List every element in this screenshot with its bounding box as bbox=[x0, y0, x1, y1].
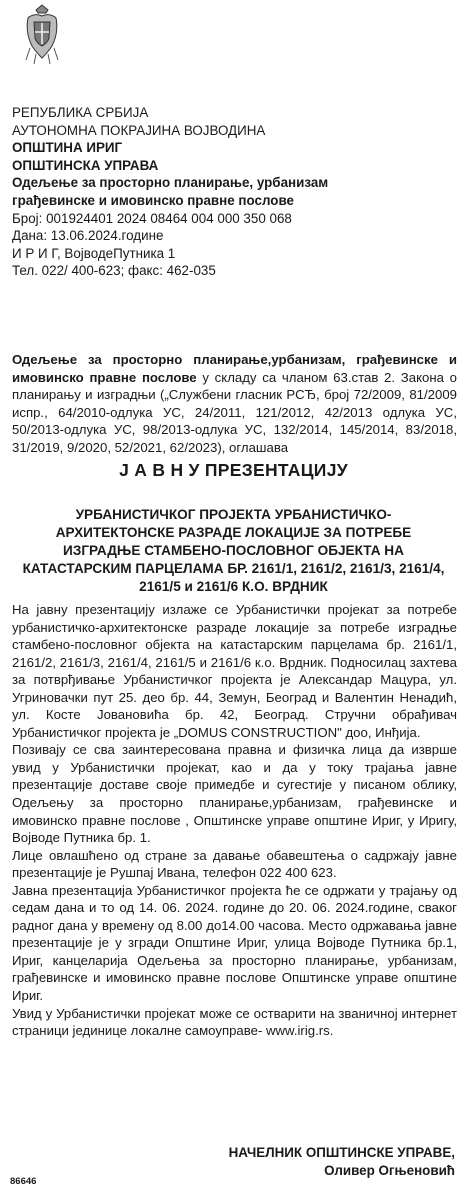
intro-department: Одељење за просторно планирање,урбанизам, грађевинске и имовинско правне послове bbox=[12, 352, 457, 385]
body-paragraph-invitation: Позивају се сва заинтересована правна и физичка лица да изврше увид у Урбанистички пројекат, као и да у току трајања јавне презентације доставе своје примедбе и сугестије у писаном облику, Одељењу за просторно планирање,урбанизам, грађевинске и имовинско правне послове , Општинске управе општине Ириг, у Иригу, Војводе Путника бр. 1. bbox=[12, 742, 457, 846]
ad-code: 86646 bbox=[10, 1176, 37, 1187]
body-paragraph-schedule: Јавна презентација Урбанистичког пројекта ће се одржати у трајању од седам дана и то од 14. 06. 2024. године до 20. 06. 2024.године, сваког радног дана у времену од 8.00 до14.00 часова. Место одржавања јавне презентације је у згради Општине Ириг, улица Војводе Путника бр.1, Ириг, канцеларија Одељења за просторно планирање, урбанизам, грађевинске и имовинско правне послове Општинске управе општине Ириг. bbox=[12, 882, 457, 1004]
body-paragraph-project: На јавну презентацију излаже се Урбанистички пројекат за потребе урбанистичко-архитектонске разраде локације за потребе изградње стамбено-пословног објекта на катастарским парцелама бр. 2161/1, 2161/2, 2161/3, 2161/4, 2161/5 и 2161/6 к.о. Врдник. Подносилац захтева за потврђивање Урбанистичког пројекта је Александар Мацура, ул. Угриновачки пут 25. део бр. 44, Земун, Београд и Валентин Ненадић, ул. Косте Јовановића бр. 42, Београд. Стручни обрађивач Урбанистичког пројекта је „DOMUS CONSTRUCTION" доо, Инђија. bbox=[12, 602, 457, 740]
intro-legal-basis: у складу са чланом 63.став 2. Закона о планирању и изградњи („Службени гласник РСЂ, број 72/2009, 81/2009 испр., 64/2010-одлука УС, 24/2011, 121/2012, 42/2013 одлука УС, 50/2013-одлука УС, 98/2013-одлука УС, 132/2014, 145/2014, 83/2018, 31/2019, 9/2020, 52/2021, 62/2023), оглашава bbox=[12, 369, 457, 455]
header-republic: РЕПУБЛИКА СРБИЈА bbox=[12, 105, 149, 120]
signature-role: НАЧЕЛНИК ОПШТИНСКЕ УПРАВЕ, bbox=[228, 1145, 455, 1160]
signature-block bbox=[229, 1144, 455, 1180]
header-address: И Р И Г, ВојводеПутника 1 bbox=[12, 245, 176, 261]
header-department-line2: грађевинске и имовинско правне послове bbox=[12, 192, 294, 208]
signature-name: Оливер Огњеновић bbox=[324, 1163, 455, 1178]
header-administration: ОПШТИНСКА УПРАВА bbox=[12, 157, 159, 173]
header-date: Дана: 13.06.2024.године bbox=[12, 228, 164, 244]
serbian-coat-of-arms-icon bbox=[22, 4, 62, 68]
notice-body bbox=[12, 601, 457, 1040]
header-phone-fax: Тел. 022/ 400-623; факс: 462-035 bbox=[12, 263, 216, 279]
header-municipality: ОПШТИНА ИРИГ bbox=[12, 140, 123, 156]
notice-title: Ј А В Н У ПРЕЗЕНТАЦИЈУ bbox=[119, 460, 348, 480]
header-province: АУТОНОМНА ПОКРАЈИНА ВОЈВОДИНА bbox=[12, 122, 266, 138]
notice-subtitle: УРБАНИСТИЧКОГ ПРОЈЕКТА УРБАНИСТИЧКО-АРХИТЕКТОНСКЕ РАЗРАДЕ ЛОКАЦИЈЕ ЗА ПОТРЕБЕ ИЗГРАДЊЕ СТАМБЕНО-ПОСЛОВНОГ ОБЈЕКТА НА КАТАСТАРСКИМ ПАРЦЕЛАМА БР. 2161/1, 2161/2, 2161/3, 2161/4, 2161/5 и 2161/6 К.О. ВРДНИК bbox=[22, 507, 445, 594]
body-paragraph-website: Увид у Урбанистички пројекат може се остварити на званичној интернет страници јединице локалне самоуправе- www.irig.rs. bbox=[12, 1005, 457, 1039]
body-paragraph-contact: Лице овлашћено од стране за давање обавештења о садржају јавне презентације је Рушпај Ивана, телефон 022 400 623. bbox=[12, 847, 457, 881]
intro-paragraph bbox=[12, 351, 457, 457]
header-reference-number: Број: 001924401 2024 08464 004 000 350 068 bbox=[12, 210, 292, 226]
header-department-line1: Одељење за просторно планирање, урбанизам bbox=[12, 175, 329, 191]
issuer-header bbox=[12, 104, 457, 280]
